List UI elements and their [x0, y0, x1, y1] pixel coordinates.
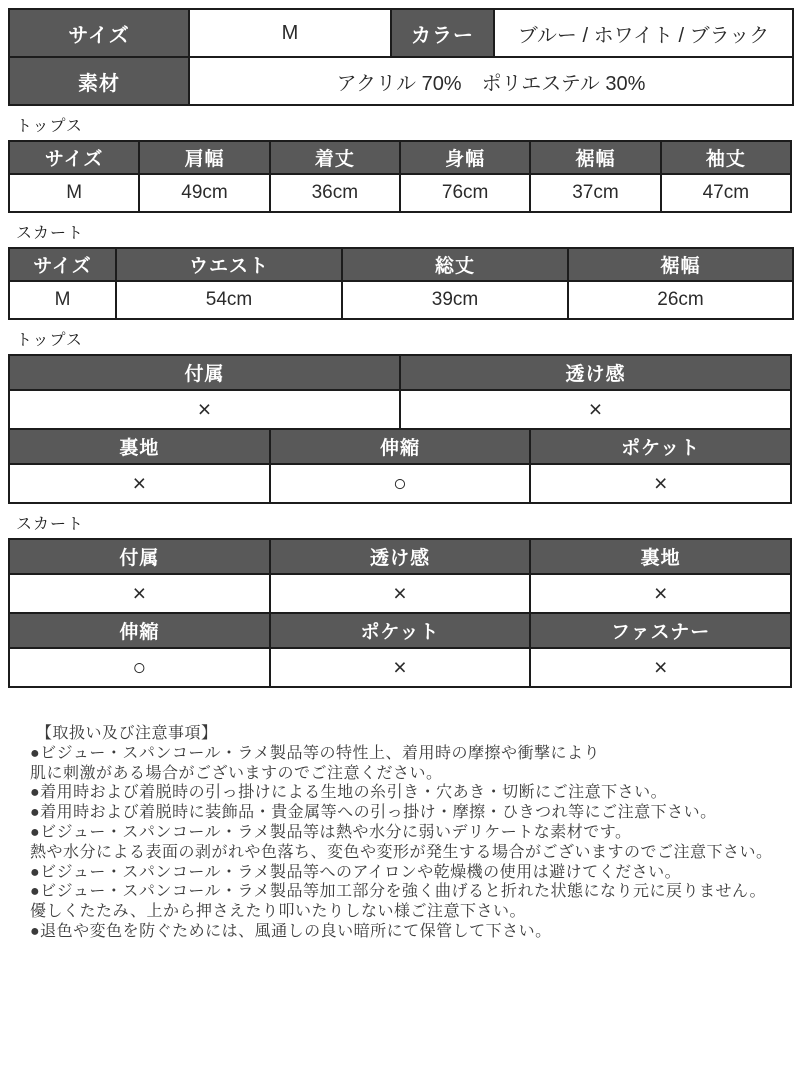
tops-size-header-row: [9, 141, 791, 174]
care-note-line: ●着用時および着脱時の引っ掛けによる生地の糸引き・穴あき・切断にご注意下さい。: [30, 784, 668, 802]
section-label-skirt-features: スカート: [16, 516, 85, 533]
cross-mark: ×: [393, 654, 407, 680]
column-header: ウエスト: [116, 248, 342, 281]
care-note-line: ●ビジュー・スパンコール・ラメ製品等へのアイロンや乾燥機の使用は避けてください。: [30, 863, 682, 881]
skirt-size-header-row: [9, 248, 793, 281]
feature-mark: [530, 648, 791, 687]
tops-features-value-row-1: [9, 390, 791, 429]
feature-header: 付属: [9, 355, 400, 390]
care-note-line: ●退色や変色を防ぐためには、風通しの良い暗所にて保管して下さい。: [30, 922, 552, 940]
cross-mark: ×: [653, 580, 668, 606]
measurement-value: M: [9, 174, 139, 212]
section-label-tops-size: トップス: [16, 118, 83, 135]
column-header: 肩幅: [139, 141, 269, 174]
column-header: サイズ: [9, 141, 139, 174]
skirt-features-value-row-1: [9, 574, 791, 613]
summary-row-size-color: [9, 9, 793, 57]
skirt-features-table: [8, 538, 792, 688]
feature-mark: [9, 574, 270, 613]
care-note-line: ●着用時および着脱時に装飾品・貴金属等への引っ掛け・摩擦・ひきつれ等にご注意下さい。: [30, 804, 717, 822]
cross-mark: ×: [197, 396, 212, 422]
measurement-value: M: [9, 281, 116, 319]
circle-mark: ○: [393, 470, 407, 496]
circle-mark: ○: [132, 654, 147, 680]
feature-mark: [9, 390, 400, 429]
section-label-skirt-size: スカート: [16, 225, 85, 242]
tops-features-header-row-1: [9, 355, 791, 390]
summary-color-header: カラー: [391, 9, 494, 57]
feature-mark: [9, 648, 270, 687]
measurement-value: 76cm: [400, 174, 530, 212]
cross-mark: ×: [653, 470, 668, 496]
summary-material-header: 素材: [9, 57, 189, 105]
feature-header: 透け感: [270, 539, 531, 574]
section-label-tops-features: トップス: [16, 332, 83, 349]
feature-header: 伸縮: [270, 429, 531, 464]
column-header: 裾幅: [530, 141, 660, 174]
measurement-value: 47cm: [661, 174, 791, 212]
care-note-line: 熱や水分による表面の剥がれや色落ち、変色や変形が発生する場合がございますのでご注意下さい。: [30, 843, 773, 861]
care-note-line: 肌に刺激がある場合がございますのでご注意ください。: [30, 764, 443, 782]
feature-mark: [530, 464, 791, 503]
care-note-line: ●ビジュー・スパンコール・ラメ製品等加工部分を強く曲げると折れた状態になり元に戻りません。: [30, 883, 767, 901]
feature-header: ポケット: [270, 613, 531, 648]
care-notes-title: 【取扱い及び注意事項】: [36, 725, 218, 742]
tops-size-table: [8, 140, 792, 213]
column-header: サイズ: [9, 248, 116, 281]
tops-size-value-row: [9, 174, 791, 212]
feature-header: 伸縮: [9, 613, 270, 648]
measurement-value: 54cm: [116, 281, 342, 319]
feature-header: 付属: [9, 539, 270, 574]
tops-features-header-row-2: [9, 429, 791, 464]
feature-mark: [270, 648, 531, 687]
column-header: 身幅: [400, 141, 530, 174]
care-note-line: 優しくたたみ、上から押さえたり叩いたりしない様ご注意下さい。: [30, 903, 526, 921]
feature-header: ファスナー: [530, 613, 791, 648]
feature-header: 裏地: [9, 429, 270, 464]
column-header: 総丈: [342, 248, 568, 281]
summary-row-material: [9, 57, 793, 105]
measurement-value: 37cm: [530, 174, 660, 212]
measurement-value: 36cm: [270, 174, 400, 212]
feature-mark: [9, 464, 270, 503]
care-notes: [8, 724, 792, 942]
feature-mark: [270, 464, 531, 503]
care-note-line: ●ビジュー・スパンコール・ラメ製品等の特性上、着用時の摩擦や衝撃により: [30, 744, 601, 762]
summary-table: [8, 8, 794, 106]
cross-mark: ×: [132, 580, 147, 606]
column-header: 着丈: [270, 141, 400, 174]
cross-mark: ×: [653, 654, 668, 680]
feature-mark: [400, 390, 791, 429]
summary-color-value: ブルー / ホワイト / ブラック: [494, 9, 793, 57]
column-header: 袖丈: [661, 141, 791, 174]
cross-mark: ×: [588, 396, 603, 422]
care-note-line: ●ビジュー・スパンコール・ラメ製品等は熱や水分に弱いデリケートな素材です。: [30, 823, 632, 841]
summary-material-value: アクリル 70% ポリエステル 30%: [189, 57, 793, 105]
tops-features-table: [8, 354, 792, 504]
feature-mark: [530, 574, 791, 613]
cross-mark: ×: [393, 580, 407, 606]
measurement-value: 49cm: [139, 174, 269, 212]
skirt-features-value-row-2: [9, 648, 791, 687]
skirt-size-table: [8, 247, 794, 320]
measurement-value: 39cm: [342, 281, 568, 319]
measurement-value: 26cm: [568, 281, 793, 319]
cross-mark: ×: [132, 470, 147, 496]
tops-features-value-row-2: [9, 464, 791, 503]
skirt-features-header-row-2: [9, 613, 791, 648]
feature-header: ポケット: [530, 429, 791, 464]
column-header: 裾幅: [568, 248, 793, 281]
skirt-size-value-row: [9, 281, 793, 319]
feature-header: 裏地: [530, 539, 791, 574]
feature-header: 透け感: [400, 355, 791, 390]
skirt-features-header-row-1: [9, 539, 791, 574]
summary-size-header: サイズ: [9, 9, 189, 57]
summary-size-value: M: [189, 9, 391, 57]
feature-mark: [270, 574, 531, 613]
